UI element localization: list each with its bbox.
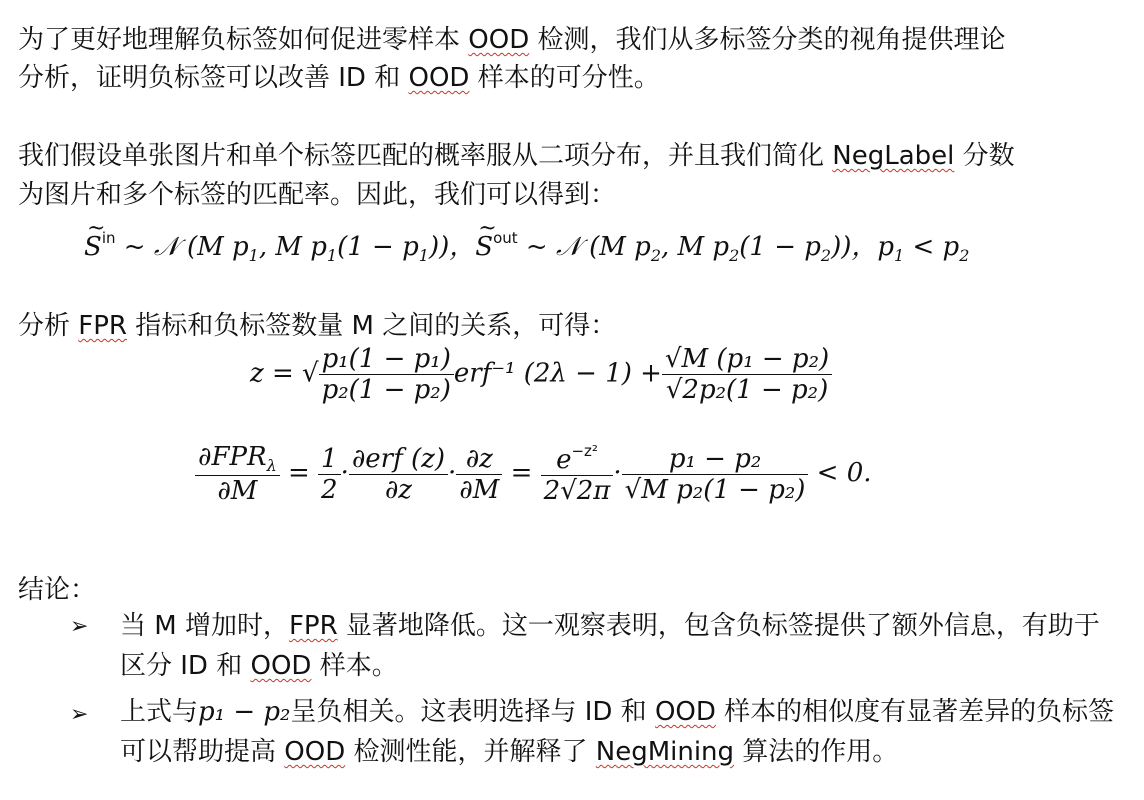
numerator: 1: [318, 444, 341, 475]
eq-text: , M p: [661, 232, 730, 262]
eq-text: z = √: [250, 358, 319, 389]
intro-text: 分析，证明负标签可以改善 ID 和: [18, 63, 409, 93]
denominator: 2√2π: [543, 476, 611, 506]
denominator: √M p₂(1 − p₂): [624, 474, 806, 505]
inline-math: p₁ − p₂: [198, 697, 291, 727]
eq-text: e: [556, 445, 572, 475]
bullet-text: 当 M 增加时，: [120, 611, 289, 641]
arrow-bullet-icon: ➢: [70, 702, 89, 727]
analysis-text: 指标和负标签数量 M 之间的关系，可得：: [126, 311, 617, 341]
term-fpr: FPR: [78, 311, 127, 341]
term-ood: OOD: [284, 737, 346, 767]
eq-text: erf⁻¹ (2λ − 1) +: [453, 358, 662, 389]
term-neglabel: NegLabel: [832, 141, 955, 171]
numerator: ∂erf (z): [349, 444, 448, 475]
bullet-1-line-2: [120, 646, 398, 686]
eq-text: (1 − p: [337, 232, 419, 262]
score-symbol: ~ S: [84, 232, 102, 262]
subscript: 1: [326, 246, 338, 265]
fraction: [662, 344, 832, 405]
analysis-text: 分析: [18, 311, 79, 341]
denominator: ∂M: [459, 474, 500, 505]
denominator: 2: [321, 474, 338, 505]
score-symbol: ~ S: [475, 232, 493, 262]
subscript: 1: [894, 246, 905, 265]
assumption-text: 为图片和多个标签的匹配率。因此，我们可以得到：: [18, 180, 617, 210]
eq-text: ~ 𝒩 (M p: [115, 232, 249, 262]
fraction: [541, 442, 614, 506]
assumption-line-2: [18, 175, 616, 215]
intro-text: 样本的可分性。: [469, 63, 660, 93]
equals-sign: =: [287, 458, 310, 488]
eq-text: ))，: [428, 232, 476, 262]
subscript: 2: [820, 246, 832, 265]
numerator: p₁(1 − p₁): [319, 344, 454, 375]
term-negmining: NegMining: [595, 737, 735, 767]
numerator: √M (p₁ − p₂): [662, 344, 832, 375]
eq-text: , M p: [258, 232, 327, 262]
dot-operator: ·: [340, 458, 349, 488]
fraction: [349, 444, 448, 505]
arrow-bullet-icon: ➢: [70, 614, 89, 639]
bullet-text: 区分 ID 和: [120, 651, 251, 681]
intro-line-1: [18, 20, 1005, 60]
bullet-text: 呈负相关。这表明选择与 ID 和: [290, 697, 655, 727]
assumption-text: 分数: [954, 141, 1015, 171]
numerator: p₁ − p₂: [622, 444, 809, 475]
fraction: [319, 344, 454, 405]
term-ood: OOD: [654, 697, 716, 727]
equation-distributions: [84, 226, 969, 265]
eq-text: ∂FPR: [198, 442, 267, 472]
dot-operator: ·: [613, 458, 622, 488]
conclusion-title: [18, 570, 96, 610]
assumption-text: 我们假设单张图片和单个标签匹配的概率服从二项分布，并且我们简化: [18, 141, 833, 171]
superscript: out: [493, 229, 518, 247]
bullet-text: 显著地降低。这一观察表明，包含负标签提供了额外信息，有助于: [337, 611, 1100, 641]
bullet-2-line-2: [120, 732, 898, 772]
subscript: λ: [266, 456, 277, 475]
bullet-2-line-1: [120, 692, 1114, 732]
superscript: in: [101, 229, 116, 247]
bullet-1-line-1: [120, 606, 1100, 646]
assumption-line-1: [18, 136, 1015, 176]
fraction: [456, 444, 502, 505]
fraction: [195, 442, 280, 506]
intro-text: 为了更好地理解负标签如何促进零样本: [18, 25, 469, 55]
subscript: 2: [729, 246, 740, 265]
analysis-line: [18, 306, 616, 346]
subscript: 1: [248, 246, 259, 265]
term-ood: OOD: [408, 63, 470, 93]
numerator: [541, 442, 614, 476]
term-ood: OOD: [468, 25, 530, 55]
bullet-text: 检测性能，并解释了: [345, 737, 596, 767]
bullet-text: 样本。: [311, 651, 398, 681]
equals-sign: =: [510, 458, 533, 488]
conclusion-heading: 结论：: [18, 575, 97, 605]
eq-text: ~ 𝒩 (M p: [517, 232, 651, 262]
term-fpr: FPR: [288, 611, 338, 641]
fraction: [318, 444, 341, 505]
numerator: ∂z: [456, 444, 502, 475]
superscript: −z²: [571, 442, 598, 460]
equation-z: [250, 344, 832, 405]
subscript: 1: [418, 246, 429, 265]
bullet-text: 样本的相似度有显著差异的负标签: [715, 697, 1115, 727]
fraction: [622, 444, 809, 505]
equation-derivative: [195, 442, 872, 506]
bullet-text: 可以帮助提高: [120, 737, 285, 767]
bullet-text: 上式与: [120, 697, 199, 727]
eq-text: < p: [904, 232, 960, 262]
eq-text: < 0.: [816, 458, 872, 488]
denominator: ∂z: [384, 474, 412, 505]
numerator: [195, 442, 280, 476]
intro-text: 检测，我们从多标签分类的视角提供理论: [529, 25, 1006, 55]
term-ood: OOD: [250, 651, 312, 681]
denominator: p₂(1 − p₂): [321, 375, 451, 405]
eq-text: (1 − p: [739, 232, 821, 262]
denominator: ∂M: [217, 476, 258, 506]
bullet-text: 算法的作用。: [734, 737, 899, 767]
intro-line-2: [18, 58, 660, 98]
subscript: 2: [650, 246, 661, 265]
eq-text: ))，p: [831, 232, 895, 262]
subscript: 2: [959, 246, 970, 265]
dot-operator: ·: [447, 458, 457, 488]
denominator: √2p₂(1 − p₂): [665, 375, 829, 405]
